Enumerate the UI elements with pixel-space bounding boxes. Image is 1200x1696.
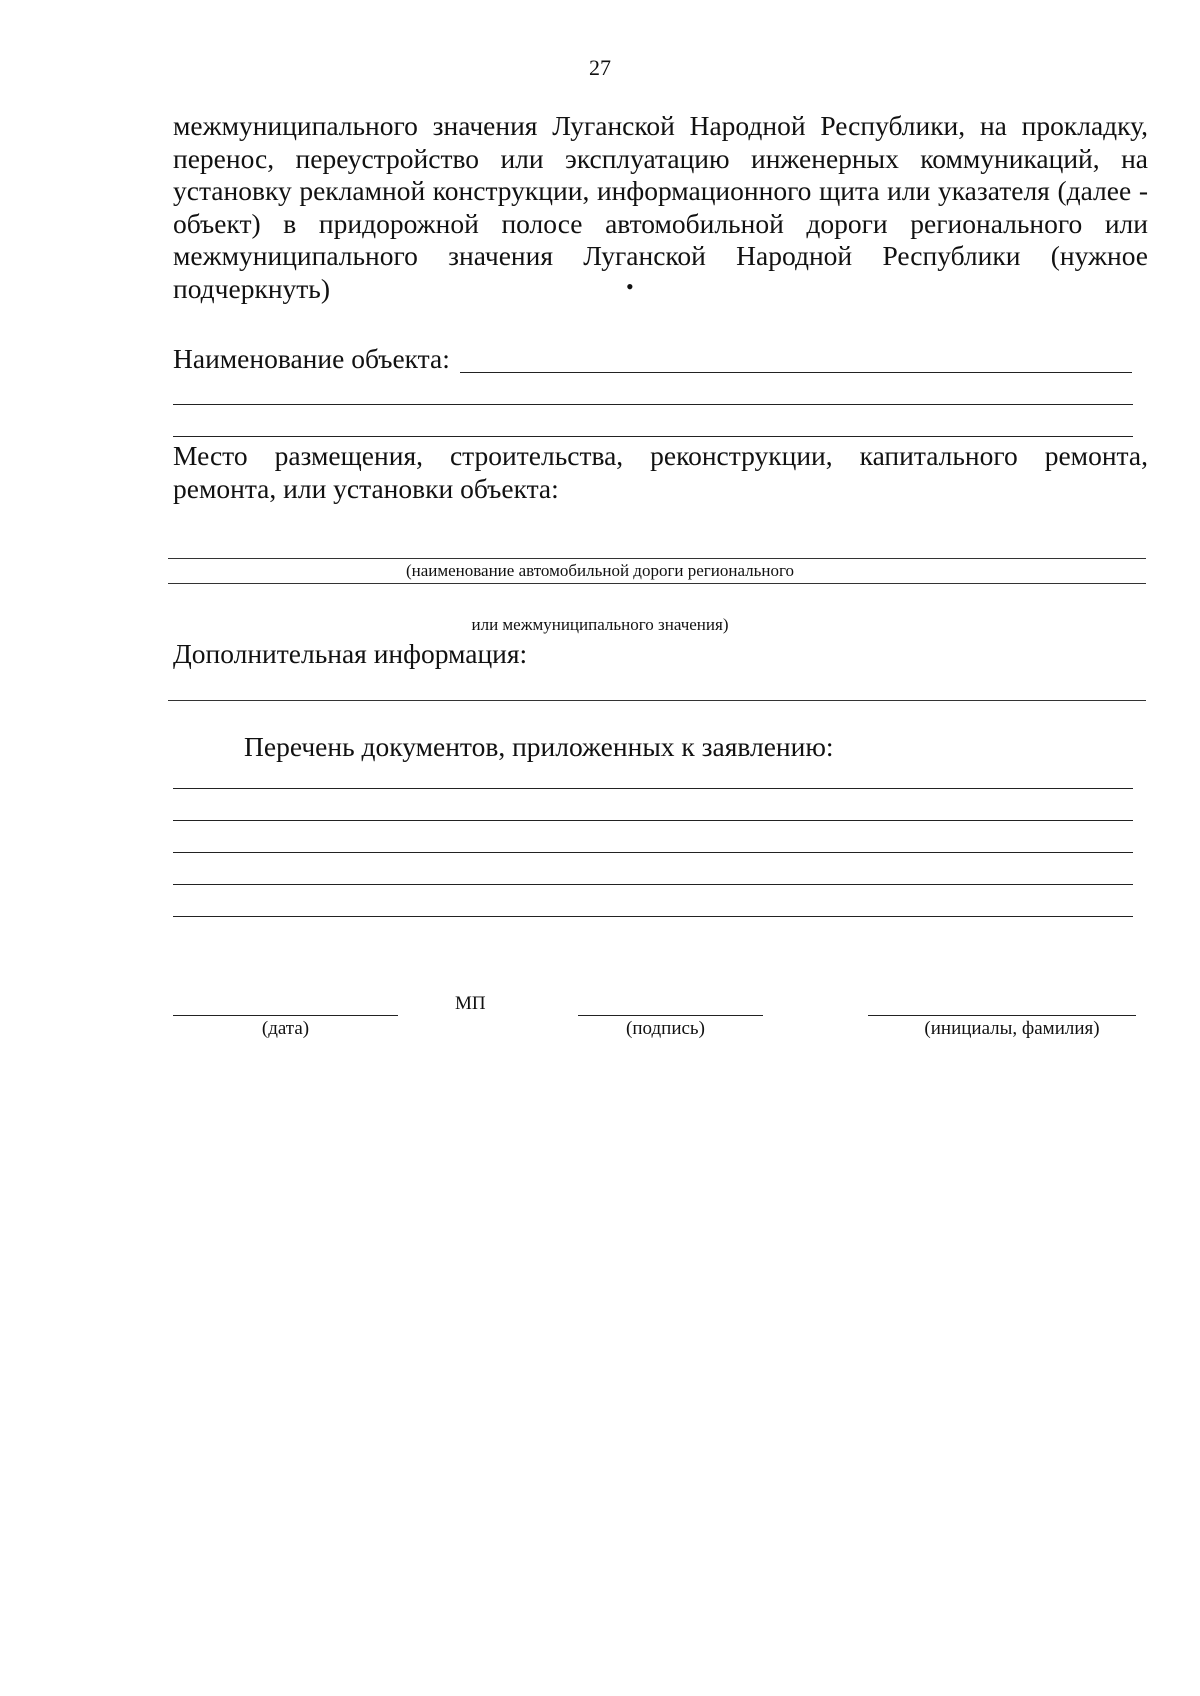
name-field[interactable] (868, 1015, 1136, 1016)
signature-field[interactable] (578, 1015, 763, 1016)
road-caption-line-2: или межмуниципального значения) (471, 615, 729, 634)
object-name-field-line-3[interactable] (173, 436, 1133, 437)
object-name-label: Наименование объекта: (173, 343, 450, 374)
additional-info-field[interactable] (168, 700, 1146, 701)
documents-list-line-2[interactable] (173, 820, 1133, 821)
stamp-label: МП (455, 993, 486, 1014)
signature-caption: (подпись) (626, 1018, 705, 1039)
documents-list-label: Перечень документов, приложенных к заявлению: (244, 731, 834, 762)
additional-info-label: Дополнительная информация: (173, 638, 528, 669)
location-label: Место размещения, строительства, реконструкции, капитального ремонта, ремонта, или установки объекта: (173, 440, 1148, 504)
road-caption-line-1: (наименование автомобильной дороги регионального (405, 561, 795, 580)
name-caption: (инициалы, фамилия) (924, 1018, 1100, 1039)
bullet-mark: • (626, 274, 634, 299)
road-name-field[interactable] (168, 558, 1146, 559)
intro-paragraph: межмуниципального значения Луганской Народной Республики, на прокладку, перенос, переустройство или эксплуатацию инженерных коммуникаций, на установку рекламной конструкции, информационного щита или указателя (далее - объект) в придорожной полосе автомобильной дороги регионального или межмуниципального значения Луганской Народной Республики (нужное подчеркнуть) (173, 110, 1148, 304)
object-name-field[interactable] (460, 372, 1132, 373)
documents-list-line-4[interactable] (173, 884, 1133, 885)
page-number: 27 (589, 55, 611, 80)
documents-list-line-3[interactable] (173, 852, 1133, 853)
documents-list-line-5[interactable] (173, 916, 1133, 917)
documents-list-line-1[interactable] (173, 788, 1133, 789)
date-caption: (дата) (261, 1018, 310, 1039)
date-field[interactable] (173, 1015, 398, 1016)
road-name-field-line-2[interactable] (168, 583, 1146, 584)
object-name-field-line-2[interactable] (173, 404, 1133, 405)
